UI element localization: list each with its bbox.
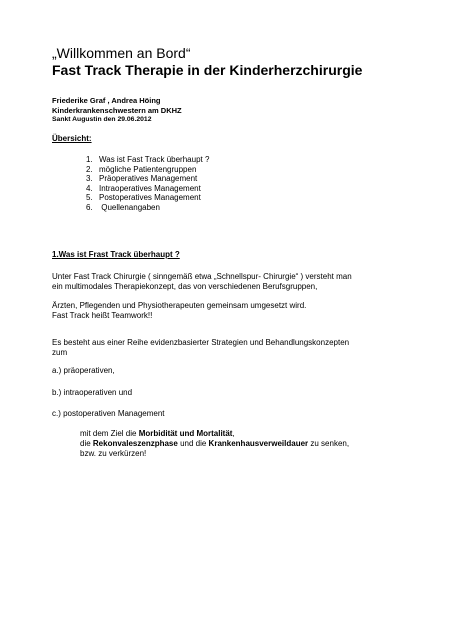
paragraph-goal: mit dem Ziel die Morbidität und Mortalität, die Rekonvaleszenzphase und die Krankenhausverweildauer zu senken, bzw. zu verkürzen! [80,429,350,458]
section1-heading: 1.Was ist Frast Track überhaupt ? [52,250,180,259]
overview-item: 2. mögliche Patientengruppen [86,164,197,174]
overview-item: 3. Präoperatives Management [86,174,198,184]
paragraph-strategies: Es besteht aus einer Reihe evidenzbasierter Strategien und Behandlungskonzepten zum [52,338,350,357]
document-title-line1: „Willkommen an Bord“ [52,45,191,61]
overview-item: 4. Intraoperatives Management [86,183,201,193]
list-item-c: c.) postoperativen Management [52,409,165,418]
author-role: Kinderkrankenschwestern am DKHZ [52,106,182,115]
list-item-b: b.) intraoperativen und [52,388,133,397]
author-names: Friederike Graf , Andrea Höing [52,96,161,105]
place-date: Sankt Augustin den 29.06.2012 [52,116,152,123]
paragraph-definition: Unter Fast Track Chirurgie ( sinngemäß etwa „Schnellspur- Chirurgie“ ) versteht man ein multimodales Therapiekonzept, das von verschiedenen Berufsgruppen, [52,272,352,291]
document-title-line2: Fast Track Therapie in der Kinderherzchirurgie [52,62,363,78]
overview-item: 5. Postoperatives Management [86,193,201,203]
paragraph-teamwork: Ärzten, Pflegenden und Physiotherapeuten gemeinsam umgesetzt wird. Fast Track heißt Teamwork!! [52,301,307,320]
list-item-a: a.) präoperativen, [52,366,115,375]
overview-item: 6. Quellenangaben [86,202,160,212]
overview-heading: Übersicht: [52,134,92,143]
overview-list [86,155,209,213]
overview-item: 1. Was ist Fast Track überhaupt ? [86,155,210,164]
